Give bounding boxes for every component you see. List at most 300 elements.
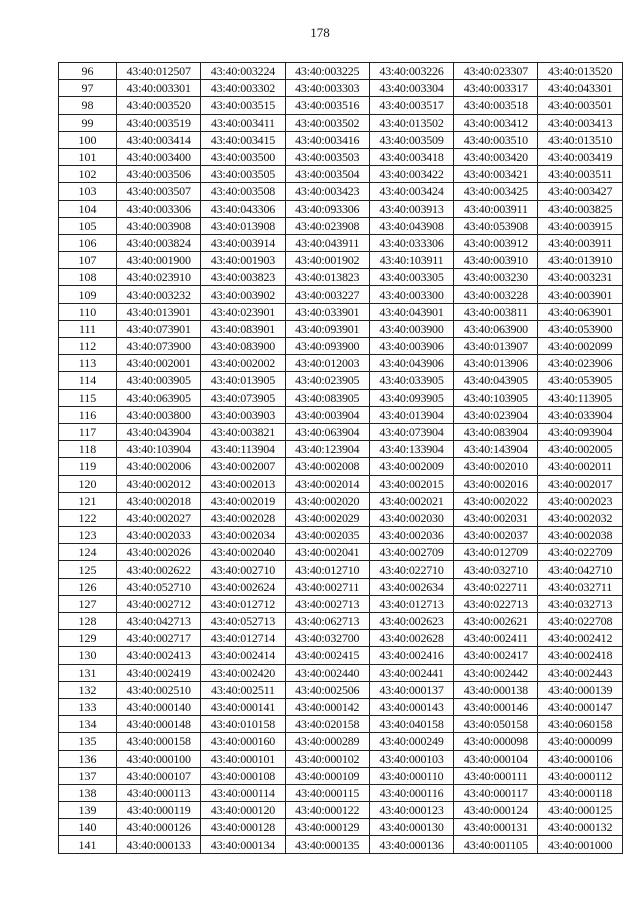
- cadastral-code-cell: 43:40:022710: [369, 561, 453, 578]
- cadastral-code-cell: 43:40:003905: [117, 372, 201, 389]
- cadastral-code-cell: 43:40:103905: [454, 389, 538, 406]
- cadastral-code-cell: 43:40:001903: [201, 252, 285, 269]
- cadastral-code-cell: 43:40:002416: [369, 647, 453, 664]
- cadastral-code-cell: 43:40:043904: [117, 423, 201, 440]
- cadastral-code-cell: 43:40:022711: [454, 578, 538, 595]
- cadastral-code-cell: 43:40:043908: [369, 217, 453, 234]
- cadastral-code-cell: 43:40:000133: [117, 836, 201, 853]
- cadastral-code-cell: 43:40:002442: [454, 664, 538, 681]
- cadastral-code-cell: 43:40:000141: [201, 698, 285, 715]
- cadastral-code-cell: 43:40:000146: [454, 698, 538, 715]
- cadastral-code-cell: 43:40:033905: [369, 372, 453, 389]
- cadastral-code-cell: 43:40:002506: [285, 681, 369, 698]
- cadastral-code-cell: 43:40:022713: [454, 595, 538, 612]
- cadastral-code-cell: 43:40:002041: [285, 544, 369, 561]
- cadastral-code-cell: 43:40:003821: [201, 423, 285, 440]
- table-row: [59, 836, 623, 853]
- table-row: [59, 647, 623, 664]
- cadastral-code-cell: 43:40:083905: [285, 389, 369, 406]
- cadastral-code-cell: 43:40:033904: [538, 406, 622, 423]
- table-row: [59, 578, 623, 595]
- cadastral-code-cell: 43:40:043905: [454, 372, 538, 389]
- cadastral-code-cell: 43:40:000110: [369, 767, 453, 784]
- row-number-cell: 116: [59, 406, 117, 423]
- cadastral-code-cell: 43:40:043901: [369, 303, 453, 320]
- cadastral-code-cell: 43:40:013823: [285, 269, 369, 286]
- cadastral-code-cell: 43:40:063905: [117, 389, 201, 406]
- cadastral-code-cell: 43:40:003823: [201, 269, 285, 286]
- table-row: [59, 252, 623, 269]
- cadastral-code-cell: 43:40:053900: [538, 320, 622, 337]
- cadastral-code-cell: 43:40:003303: [285, 80, 369, 97]
- cadastral-code-cell: 43:40:023904: [454, 406, 538, 423]
- cadastral-code-cell: 43:40:002009: [369, 458, 453, 475]
- cadastral-code-cell: 43:40:103911: [369, 252, 453, 269]
- cadastral-code-cell: 43:40:003503: [285, 148, 369, 165]
- row-number-cell: 103: [59, 183, 117, 200]
- cadastral-code-cell: 43:40:000135: [285, 836, 369, 853]
- table-row: [59, 509, 623, 526]
- cadastral-code-cell: 43:40:002634: [369, 578, 453, 595]
- cadastral-code-cell: 43:40:002441: [369, 664, 453, 681]
- row-number-cell: 137: [59, 767, 117, 784]
- cadastral-code-cell: 43:40:000117: [454, 784, 538, 801]
- cadastral-code-cell: 43:40:002016: [454, 475, 538, 492]
- cadastral-code-cell: 43:40:002713: [285, 595, 369, 612]
- cadastral-code-cell: 43:40:000115: [285, 784, 369, 801]
- cadastral-code-cell: 43:40:002021: [369, 492, 453, 509]
- cadastral-code-cell: 43:40:003414: [117, 131, 201, 148]
- table-row: [59, 544, 623, 561]
- row-number-cell: 123: [59, 527, 117, 544]
- table-row: [59, 733, 623, 750]
- table-row: [59, 698, 623, 715]
- cadastral-code-cell: 43:40:023906: [538, 355, 622, 372]
- cadastral-code-cell: 43:40:000123: [369, 802, 453, 819]
- cadastral-code-cell: 43:40:002023: [538, 492, 622, 509]
- cadastral-code-cell: 43:40:002034: [201, 527, 285, 544]
- cadastral-code-cell: 43:40:083901: [201, 320, 285, 337]
- cadastral-code-cell: 43:40:033306: [369, 234, 453, 251]
- cadastral-code-cell: 43:40:002712: [117, 595, 201, 612]
- row-number-cell: 101: [59, 148, 117, 165]
- row-number-cell: 109: [59, 286, 117, 303]
- table-row: [59, 389, 623, 406]
- cadastral-code-cell: 43:40:003415: [201, 131, 285, 148]
- cadastral-code-cell: 43:40:002419: [117, 664, 201, 681]
- cadastral-code-cell: 43:40:003910: [454, 252, 538, 269]
- table-row: [59, 475, 623, 492]
- row-number-cell: 96: [59, 63, 117, 80]
- cadastral-code-cell: 43:40:003228: [454, 286, 538, 303]
- cadastral-code-cell: 43:40:003506: [117, 166, 201, 183]
- row-number-cell: 125: [59, 561, 117, 578]
- table-row: [59, 372, 623, 389]
- cadastral-code-cell: 43:40:013901: [117, 303, 201, 320]
- cadastral-code-cell: 43:40:093900: [285, 338, 369, 355]
- cadastral-code-cell: 43:40:003515: [201, 97, 285, 114]
- cadastral-code-cell: 43:40:002628: [369, 630, 453, 647]
- cadastral-code-cell: 43:40:000249: [369, 733, 453, 750]
- cadastral-code-cell: 43:40:113904: [201, 441, 285, 458]
- cadastral-code-cell: 43:40:003516: [285, 97, 369, 114]
- table-row: [59, 595, 623, 612]
- row-number-cell: 100: [59, 131, 117, 148]
- cadastral-code-cell: 43:40:003908: [117, 217, 201, 234]
- cadastral-code-cell: 43:40:002624: [201, 578, 285, 595]
- cadastral-code-cell: 43:40:000124: [454, 802, 538, 819]
- cadastral-code-cell: 43:40:002711: [285, 578, 369, 595]
- table-row: [59, 338, 623, 355]
- row-number-cell: 136: [59, 750, 117, 767]
- cadastral-code-cell: 43:40:001902: [285, 252, 369, 269]
- cadastral-code-cell: 43:40:003418: [369, 148, 453, 165]
- row-number-cell: 121: [59, 492, 117, 509]
- table-row: [59, 664, 623, 681]
- cadastral-code-cell: 43:40:002018: [117, 492, 201, 509]
- cadastral-code-cell: 43:40:002010: [454, 458, 538, 475]
- table-row: [59, 802, 623, 819]
- cadastral-code-cell: 43:40:002008: [285, 458, 369, 475]
- cadastral-code-cell: 43:40:000119: [117, 802, 201, 819]
- cadastral-code-cell: 43:40:003420: [454, 148, 538, 165]
- cadastral-code-cell: 43:40:063904: [285, 423, 369, 440]
- cadastral-code-cell: 43:40:002012: [117, 475, 201, 492]
- cadastral-code-cell: 43:40:003412: [454, 114, 538, 131]
- cadastral-code-cell: 43:40:000126: [117, 819, 201, 836]
- cadastral-code-cell: 43:40:003400: [117, 148, 201, 165]
- cadastral-code-cell: 43:40:062713: [285, 613, 369, 630]
- cadastral-code-cell: 43:40:000108: [201, 767, 285, 784]
- cadastral-code-cell: 43:40:013906: [454, 355, 538, 372]
- cadastral-code-cell: 43:40:052713: [201, 613, 285, 630]
- cadastral-code-cell: 43:40:023307: [454, 63, 538, 80]
- cadastral-code-cell: 43:40:003911: [538, 234, 622, 251]
- cadastral-code-cell: 43:40:023901: [201, 303, 285, 320]
- cadastral-code-cell: 43:40:003416: [285, 131, 369, 148]
- row-number-cell: 131: [59, 664, 117, 681]
- row-number-cell: 97: [59, 80, 117, 97]
- cadastral-code-cell: 43:40:002415: [285, 647, 369, 664]
- cadastral-code-cell: 43:40:000137: [369, 681, 453, 698]
- cadastral-code-cell: 43:40:003421: [454, 166, 538, 183]
- cadastral-code-cell: 43:40:001105: [454, 836, 538, 853]
- cadastral-code-cell: 43:40:012507: [117, 63, 201, 80]
- cadastral-code-cell: 43:40:000116: [369, 784, 453, 801]
- row-number-cell: 105: [59, 217, 117, 234]
- cadastral-code-cell: 43:40:013510: [538, 131, 622, 148]
- cadastral-code-cell: 43:40:002412: [538, 630, 622, 647]
- row-number-cell: 129: [59, 630, 117, 647]
- cadastral-code-cell: 43:40:073901: [117, 320, 201, 337]
- cadastral-code-cell: 43:40:002413: [117, 647, 201, 664]
- cadastral-code-cell: 43:40:002099: [538, 338, 622, 355]
- cadastral-code-cell: 43:40:043906: [369, 355, 453, 372]
- cadastral-code-cell: 43:40:000140: [117, 698, 201, 715]
- row-number-cell: 108: [59, 269, 117, 286]
- cadastral-code-cell: 43:40:012713: [369, 595, 453, 612]
- cadastral-code-cell: 43:40:000130: [369, 819, 453, 836]
- cadastral-code-cell: 43:40:001900: [117, 252, 201, 269]
- cadastral-code-cell: 43:40:003302: [201, 80, 285, 97]
- cadastral-code-cell: 43:40:002002: [201, 355, 285, 372]
- cadastral-code-cell: 43:40:133904: [369, 441, 453, 458]
- cadastral-code-cell: 43:40:063901: [538, 303, 622, 320]
- cadastral-code-cell: 43:40:003511: [538, 166, 622, 183]
- cadastral-code-cell: 43:40:000102: [285, 750, 369, 767]
- cadastral-code-cell: 43:40:073904: [369, 423, 453, 440]
- table-row: [59, 458, 623, 475]
- table-row: [59, 286, 623, 303]
- cadastral-code-cell: 43:40:002443: [538, 664, 622, 681]
- cadastral-code-cell: 43:40:000132: [538, 819, 622, 836]
- cadastral-code-cell: 43:40:003906: [369, 338, 453, 355]
- cadastral-code-cell: 43:40:003231: [538, 269, 622, 286]
- cadastral-code-cell: 43:40:000113: [117, 784, 201, 801]
- row-number-cell: 98: [59, 97, 117, 114]
- row-number-cell: 107: [59, 252, 117, 269]
- row-number-cell: 130: [59, 647, 117, 664]
- page-number: 178: [310, 25, 330, 40]
- cadastral-code-cell: 43:40:023905: [285, 372, 369, 389]
- row-number-cell: 128: [59, 613, 117, 630]
- cadastral-code-cell: 43:40:013908: [201, 217, 285, 234]
- row-number-cell: 114: [59, 372, 117, 389]
- cadastral-code-cell: 43:40:000289: [285, 733, 369, 750]
- cadastral-code-cell: 43:40:003301: [117, 80, 201, 97]
- cadastral-code-cell: 43:40:073905: [201, 389, 285, 406]
- cadastral-code-cell: 43:40:022708: [538, 613, 622, 630]
- row-number-cell: 139: [59, 802, 117, 819]
- cadastral-code-cell: 43:40:093306: [285, 200, 369, 217]
- cadastral-code-cell: 43:40:040158: [369, 716, 453, 733]
- cadastral-code-cell: 43:40:003423: [285, 183, 369, 200]
- cadastral-code-cell: 43:40:002026: [117, 544, 201, 561]
- cadastral-code-cell: 43:40:003517: [369, 97, 453, 114]
- cadastral-code-cell: 43:40:003507: [117, 183, 201, 200]
- table-row: [59, 441, 623, 458]
- cadastral-code-cell: 43:40:042713: [117, 613, 201, 630]
- cadastral-code-cell: 43:40:003230: [454, 269, 538, 286]
- row-number-cell: 134: [59, 716, 117, 733]
- cadastral-code-cell: 43:40:093904: [538, 423, 622, 440]
- row-number-cell: 133: [59, 698, 117, 715]
- cadastral-code-cell: 43:40:002417: [454, 647, 538, 664]
- cadastral-code-cell: 43:40:003913: [369, 200, 453, 217]
- cadastral-code-cell: 43:40:000129: [285, 819, 369, 836]
- cadastral-code-cell: 43:40:002033: [117, 527, 201, 544]
- cadastral-code-cell: 43:40:003915: [538, 217, 622, 234]
- row-number-cell: 120: [59, 475, 117, 492]
- table-row: [59, 63, 623, 80]
- cadastral-code-cell: 43:40:003424: [369, 183, 453, 200]
- cadastral-code-cell: 43:40:000120: [201, 802, 285, 819]
- row-number-cell: 112: [59, 338, 117, 355]
- table-row: [59, 148, 623, 165]
- cadastral-code-cell: 43:40:002511: [201, 681, 285, 698]
- cadastral-code-cell: 43:40:000099: [538, 733, 622, 750]
- table-row: [59, 355, 623, 372]
- cadastral-code-cell: 43:40:000143: [369, 698, 453, 715]
- cadastral-code-cell: 43:40:000109: [285, 767, 369, 784]
- table-row: [59, 406, 623, 423]
- table-row: [59, 492, 623, 509]
- cadastral-code-cell: 43:40:002411: [454, 630, 538, 647]
- row-number-cell: 127: [59, 595, 117, 612]
- row-number-cell: 102: [59, 166, 117, 183]
- cadastral-code-cell: 43:40:003232: [117, 286, 201, 303]
- table-row: [59, 114, 623, 131]
- cadastral-code-cell: 43:40:143904: [454, 441, 538, 458]
- cadastral-code-cell: 43:40:002717: [117, 630, 201, 647]
- cadastral-code-cell: 43:40:093901: [285, 320, 369, 337]
- cadastral-code-cell: 43:40:060158: [538, 716, 622, 733]
- table-row: [59, 80, 623, 97]
- cadastral-code-cell: 43:40:003825: [538, 200, 622, 217]
- cadastral-code-cell: 43:40:050158: [454, 716, 538, 733]
- cadastral-code-cell: 43:40:073900: [117, 338, 201, 355]
- cadastral-code-cell: 43:40:003824: [117, 234, 201, 251]
- cadastral-code-cell: 43:40:013904: [369, 406, 453, 423]
- cadastral-code-cell: 43:40:013905: [201, 372, 285, 389]
- cadastral-code-cell: 43:40:003800: [117, 406, 201, 423]
- cadastral-code-cell: 43:40:103904: [117, 441, 201, 458]
- cadastral-code-cell: 43:40:002011: [538, 458, 622, 475]
- cadastral-code-cell: 43:40:000131: [454, 819, 538, 836]
- cadastral-code-cell: 43:40:002036: [369, 527, 453, 544]
- cadastral-code-cell: 43:40:002031: [454, 509, 538, 526]
- cadastral-code-cell: 43:40:003305: [369, 269, 453, 286]
- cadastral-code-cell: 43:40:000138: [454, 681, 538, 698]
- cadastral-code-cell: 43:40:003504: [285, 166, 369, 183]
- cadastral-code-cell: 43:40:032700: [285, 630, 369, 647]
- cadastral-code-cell: 43:40:000122: [285, 802, 369, 819]
- cadastral-code-cell: 43:40:043301: [538, 80, 622, 97]
- cadastral-code-cell: 43:40:003510: [454, 131, 538, 148]
- row-number-cell: 117: [59, 423, 117, 440]
- cadastral-code-cell: 43:40:000128: [201, 819, 285, 836]
- cadastral-code-cell: 43:40:002622: [117, 561, 201, 578]
- cadastral-code-cell: 43:40:000114: [201, 784, 285, 801]
- cadastral-code-cell: 43:40:020158: [285, 716, 369, 733]
- cadastral-code-cell: 43:40:043911: [285, 234, 369, 251]
- table-row: [59, 527, 623, 544]
- row-number-cell: 106: [59, 234, 117, 251]
- cadastral-code-cell: 43:40:000101: [201, 750, 285, 767]
- row-number-cell: 99: [59, 114, 117, 131]
- cadastral-code-cell: 43:40:010158: [201, 716, 285, 733]
- cadastral-code-cell: 43:40:002014: [285, 475, 369, 492]
- cadastral-code-cell: 43:40:053908: [454, 217, 538, 234]
- table-row: [59, 423, 623, 440]
- row-number-cell: 111: [59, 320, 117, 337]
- cadastral-code-cell: 43:40:000100: [117, 750, 201, 767]
- cadastral-code-cell: 43:40:032713: [538, 595, 622, 612]
- cadastral-code-cell: 43:40:002028: [201, 509, 285, 526]
- cadastral-code-cell: 43:40:003226: [369, 63, 453, 80]
- table-row: [59, 269, 623, 286]
- cadastral-code-cell: 43:40:002015: [369, 475, 453, 492]
- cadastral-code-cell: 43:40:000106: [538, 750, 622, 767]
- cadastral-code-cell: 43:40:002420: [201, 664, 285, 681]
- row-number-cell: 135: [59, 733, 117, 750]
- cadastral-code-cell: 43:40:000148: [117, 716, 201, 733]
- cadastral-code-cell: 43:40:012003: [285, 355, 369, 372]
- cadastral-code-cell: 43:40:000112: [538, 767, 622, 784]
- cadastral-code-cell: 43:40:023910: [117, 269, 201, 286]
- cadastral-code-cell: 43:40:003501: [538, 97, 622, 114]
- cadastral-code-cell: 43:40:002005: [538, 441, 622, 458]
- table-row: [59, 200, 623, 217]
- cadastral-code-cell: 43:40:052710: [117, 578, 201, 595]
- cadastral-code-cell: 43:40:003912: [454, 234, 538, 251]
- row-number-cell: 132: [59, 681, 117, 698]
- cadastral-code-cell: 43:40:002035: [285, 527, 369, 544]
- row-number-cell: 138: [59, 784, 117, 801]
- cadastral-code-cell: 43:40:000118: [538, 784, 622, 801]
- table-row: [59, 303, 623, 320]
- cadastral-code-cell: 43:40:003519: [117, 114, 201, 131]
- cadastral-code-cell: 43:40:002001: [117, 355, 201, 372]
- cadastral-code-cell: 43:40:002510: [117, 681, 201, 698]
- table-row: [59, 750, 623, 767]
- cadastral-code-cell: 43:40:003427: [538, 183, 622, 200]
- cadastral-code-cell: 43:40:053905: [538, 372, 622, 389]
- cadastral-code-cell: 43:40:003422: [369, 166, 453, 183]
- cadastral-code-cell: 43:40:012712: [201, 595, 285, 612]
- cadastral-code-cell: 43:40:000139: [538, 681, 622, 698]
- cadastral-code-cell: 43:40:003900: [369, 320, 453, 337]
- cadastral-code-cell: 43:40:012709: [454, 544, 538, 561]
- cadastral-code-cell: 43:40:003509: [369, 131, 453, 148]
- cadastral-code-cell: 43:40:003911: [454, 200, 538, 217]
- row-number-cell: 104: [59, 200, 117, 217]
- cadastral-code-cell: 43:40:003300: [369, 286, 453, 303]
- table-row: [59, 561, 623, 578]
- row-number-cell: 126: [59, 578, 117, 595]
- cadastral-code-cell: 43:40:003520: [117, 97, 201, 114]
- row-number-cell: 122: [59, 509, 117, 526]
- cadastral-code-cell: 43:40:003902: [201, 286, 285, 303]
- cadastral-code-cell: 43:40:003903: [201, 406, 285, 423]
- table-row: [59, 716, 623, 733]
- table-row: [59, 166, 623, 183]
- cadastral-code-cell: 43:40:063900: [454, 320, 538, 337]
- cadastral-code-cell: 43:40:002038: [538, 527, 622, 544]
- cadastral-code-cell: 43:40:093905: [369, 389, 453, 406]
- row-number-cell: 140: [59, 819, 117, 836]
- cadastral-code-cell: 43:40:000107: [117, 767, 201, 784]
- cadastral-code-cell: 43:40:002710: [201, 561, 285, 578]
- cadastral-code-cell: 43:40:003419: [538, 148, 622, 165]
- cadastral-code-cell: 43:40:012714: [201, 630, 285, 647]
- row-number-cell: 110: [59, 303, 117, 320]
- cadastral-code-cell: 43:40:003505: [201, 166, 285, 183]
- cadastral-code-cell: 43:40:002418: [538, 647, 622, 664]
- table-row: [59, 819, 623, 836]
- table-body: [59, 63, 623, 854]
- table-row: [59, 131, 623, 148]
- cadastral-code-cell: 43:40:013502: [369, 114, 453, 131]
- row-number-cell: 118: [59, 441, 117, 458]
- cadastral-code-cell: 43:40:001000: [538, 836, 622, 853]
- cadastral-code-cell: 43:40:083900: [201, 338, 285, 355]
- cadastral-code-cell: 43:40:003508: [201, 183, 285, 200]
- cadastral-code-cell: 43:40:002032: [538, 509, 622, 526]
- cadastral-code-cell: 43:40:000147: [538, 698, 622, 715]
- row-number-cell: 113: [59, 355, 117, 372]
- cadastral-code-cell: 43:40:033901: [285, 303, 369, 320]
